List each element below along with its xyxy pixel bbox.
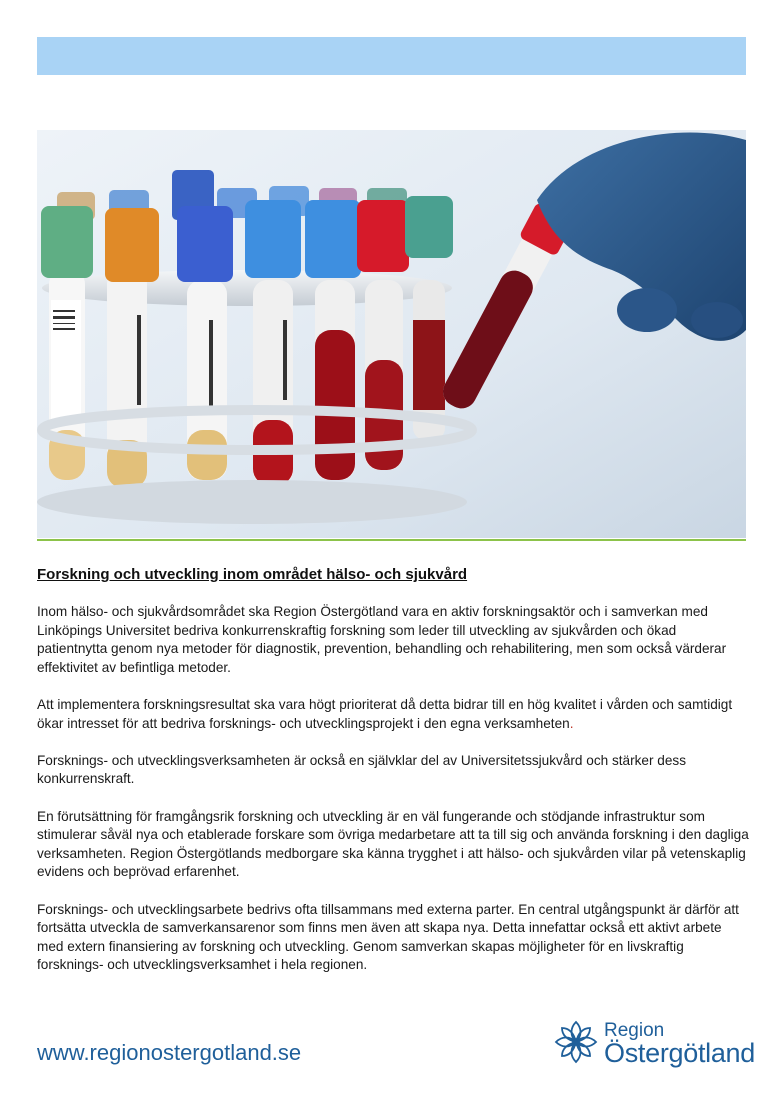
paragraph-2-trailing-dot: . — [569, 715, 574, 731]
paragraph-5: Forsknings- och utvecklingsarbete bedrivs ofta tillsammans med externa parter. En central utgångspunkt är därför att fortsätta utveckla de samverkansarenor som finns men även att skapa nya. Detta innefattar också ett aktivt arbete med extern finansiering av forskning och utveckling. Genom samverkan skapas möjligheter för en livskraftig forsknings- och utvecklingsverksamhet i hela regionen. — [37, 901, 739, 973]
header-color-band — [37, 37, 746, 75]
logo-text-ostergotland: Östergötland — [604, 1038, 755, 1068]
article-heading: Forskning och utveckling inom området hälso- och sjukvård — [37, 566, 468, 583]
logo-text-region: Region — [604, 1020, 665, 1041]
paragraph-2 — [37, 696, 749, 733]
region-ostergotland-logo — [552, 1018, 755, 1070]
section-divider — [37, 539, 746, 541]
website-link[interactable]: www.regionostergotland.se — [37, 1040, 302, 1065]
paragraph-1: Inom hälso- och sjukvårdsområdet ska Region Östergötland vara en aktiv forskningsaktör och i samverkan med Linköpings Universitet bedriva konkurrenskraftig forskning som leder till utveckling av sjukvården och ökad patientnytta genom nya metoder för diagnostik, prevention, behandling och rehabilitering, men som också värderar effektivitet av befintliga metoder. — [37, 604, 727, 675]
flower-icon — [552, 1018, 600, 1066]
paragraph-4: En förutsättning för framgångsrik forskning och utveckling är en väl fungerande och stödjande infrastruktur som stimulerar såväl nya och etablerade forskare som övriga medarbetare att ta till sig och använda forskning i den dagliga verksamheten. Region Östergötlands medborgare ska känna trygghet i att hälso- och sjukvården vilar på vetenskaplig evidens och beprövad erfarenhet. — [37, 808, 749, 880]
paragraph-2-text: Att implementera forskningsresultat ska vara högt prioriterat då detta bidrar till en hög kvalitet i vården och samtidigt ökar intresset för att bedriva forsknings- och utvecklingsprojekt i den egna verksamheten — [37, 696, 733, 731]
paragraph-3: Forsknings- och utvecklingsverksamheten är också en självklar del av Universitetssjukvård och stärker dess konkurrenskraft. — [37, 752, 686, 787]
blood-sample-tubes-photo — [37, 130, 746, 538]
article-body — [37, 603, 749, 993]
